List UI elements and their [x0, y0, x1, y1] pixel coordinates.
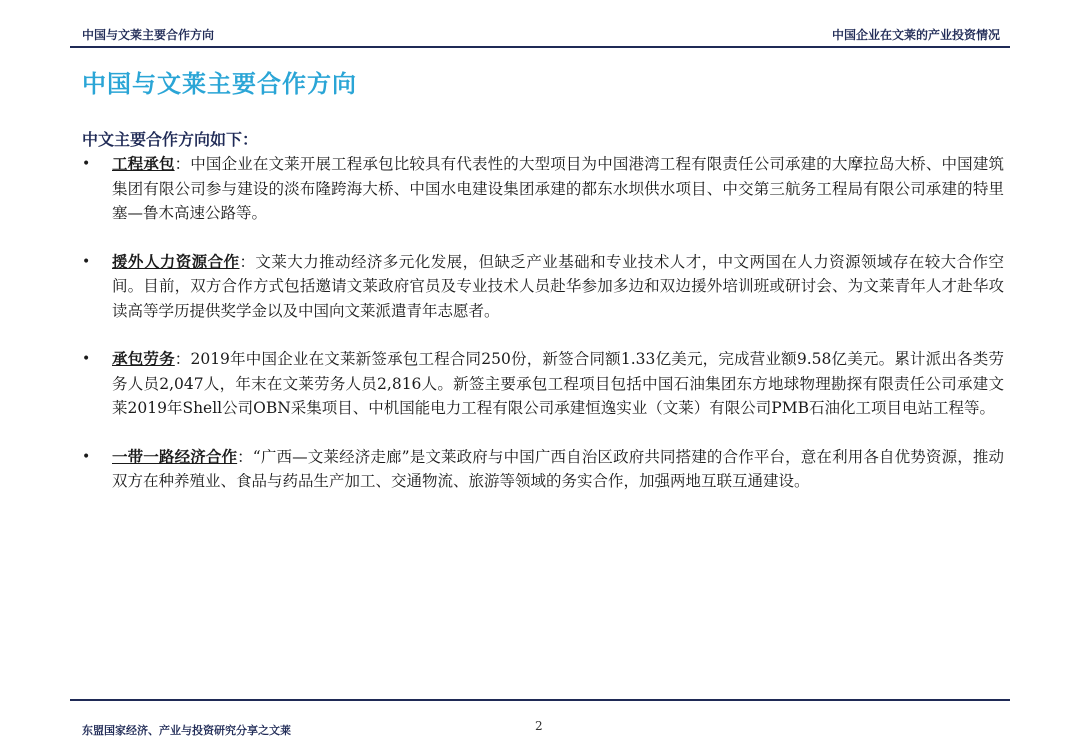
bullet-icon: •: [82, 156, 91, 172]
item-text: ：中国企业在文莱开展工程承包比较具有代表性的大型项目为中国港湾工程有限责任公司承建的大摩拉岛大桥、中国建筑集团有限公司参与建设的淡布隆跨海大桥、中国水电建设集团承建的都东水坝供水项目、中交第三航务工程局有限公司承建的特里塞—鲁木高速公路等。: [112, 155, 1004, 222]
header-divider: [70, 46, 1010, 48]
item-term: 援外人力资源合作: [112, 251, 240, 271]
item-term: 一带一路经济合作: [112, 446, 238, 466]
header-section-title: 中国与文莱主要合作方向: [82, 28, 215, 42]
footer-series-title: 东盟国家经济、产业与投资研究分享之文莱: [82, 724, 291, 737]
item-term: 承包劳务: [112, 349, 175, 368]
footer-divider: [70, 699, 1010, 701]
header-report-title: 中国企业在文莱的产业投资情况: [831, 28, 1000, 42]
item-text: ：文莱大力推动经济多元化发展，但缺乏产业基础和专业技术人才，中文两国在人力资源领域存在较大合作空间。目前，双方合作方式包括邀请文莱政府官员及专业技术人员赴华参加多边和双边援外培训班或研讨会、为文莱青年人才赴华攻读高等学历提供奖学金以及中国向文莱派遣青年志愿者。: [112, 252, 1004, 320]
lead-heading: 中文主要合作方向如下：: [82, 130, 259, 149]
bullet-icon: •: [82, 253, 91, 270]
item-text: ：2019年中国企业在文莱新签承包工程合同250份，新签合同额1.33亿美元，完成营业额9.58亿美元。累计派出各类劳务人员2,047人，年末在文莱劳务人员2,816人。新签主要承包工程项目包括中国石油集团东方地球物理勘探有限责任公司承建文莱2019年Shell公司OBN采集项目、中机国能电力工程有限公司承建恒逸实业（文莱）有限公司PMB石油化工项目电站工程等。: [112, 350, 1004, 417]
item-text: ：“广西—文莱经济走廊”是文莱政府与中国广西自治区政府共同搭建的合作平台，意在利用各自优势资源，推动双方在种养殖业、食品与药品生产加工、交通物流、旅游等领域的务实合作，加强两地互联互通建设。: [112, 447, 1004, 490]
main-content: [82, 128, 1004, 494]
bullet-icon: •: [82, 351, 91, 367]
bullet-icon: •: [82, 448, 91, 465]
item-term: 工程承包: [112, 154, 175, 173]
list-item-belt-and-road: [82, 445, 1004, 494]
list-item-engineering: [82, 152, 1004, 226]
list-item-labor-services: [82, 347, 1004, 421]
page-title: 中国与文莱主要合作方向: [82, 69, 357, 98]
page-number: 2: [535, 719, 543, 733]
cooperation-list: [82, 152, 1004, 494]
list-item-human-resources: [82, 250, 1004, 324]
